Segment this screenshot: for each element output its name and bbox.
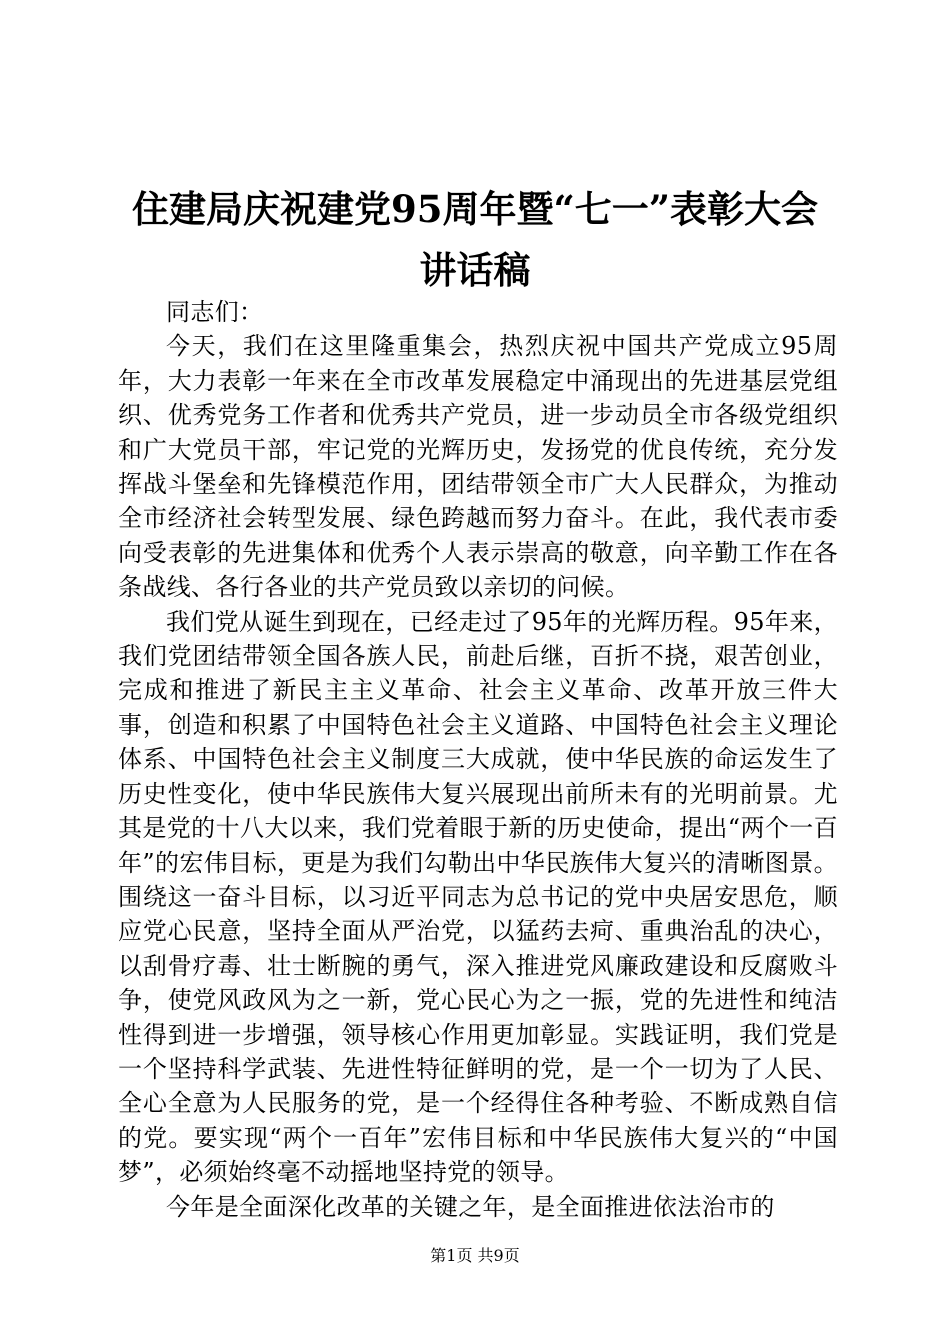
- page-number-footer: 第1页 共9页: [430, 1246, 520, 1265]
- body-paragraph: 今年是全面深化改革的关键之年，是全面推进依法治市的: [166, 1192, 775, 1221]
- body-paragraph: 今天，我们在这里隆重集会，热烈庆祝中国共产党成立95周年，大力表彰一年来在全市改革发展稳定中涌现出的先进基层党组织、优秀党务工作者和优秀共产党员，进一步动员全市各级党组织和广大党员干部，牢记党的光辉历史，发扬党的优良传统，充分发挥战斗堡垒和先锋模范作用，团结带领全市广大人民群众，为推动全市经济社会转型发展、绿色跨越而努力奋斗。在此，我代表市委向受表彰的先进集体和优秀个人表示崇高的敬意，向辛勤工作在各条战线、各行各业的共产党员致以亲切的问候。: [118, 332, 838, 602]
- salutation-paragraph: 同志们：: [166, 298, 264, 326]
- document-body: [118, 295, 838, 1224]
- body-paragraph: 我们党从诞生到现在，已经走过了95年的光辉历程。95年来，我们党团结带领全国各族人民，前赴后继，百折不挠，艰苦创业，完成和推进了新民主主义革命、社会主义革命、改革开放三件大事，创造和积累了中国特色社会主义道路、中国特色社会主义理论体系、中国特色社会主义制度三大成就，使中华民族的命运发生了历史性变化，使中华民族伟大复兴展现出前所未有的光明前景。尤其是党的十八大以来，我们党着眼于新的历史使命，提出“两个一百年”的宏伟目标，更是为我们勾勒出中华民族伟大复兴的清晰图景。围绕这一奋斗目标，以习近平同志为总书记的党中央居安思危，顺应党心民意，坚持全面从严治党，以猛药去疴、重典治乱的决心，以刮骨疗毒、壮士断腕的勇气，深入推进党风廉政建设和反腐败斗争，使党风政风为之一新，党心民心为之一振，党的先进性和纯洁性得到进一步增强，领导核心作用更加彰显。实践证明，我们党是一个坚持科学武装、先进性特征鲜明的党，是一个一切为了人民、全心全意为人民服务的党，是一个经得住各种考验、不断成熟自信的党。要实现“两个一百年”宏伟目标和中华民族伟大复兴的“中国梦”，必须始终毫不动摇地坚持党的领导。: [118, 607, 838, 1187]
- document-title-line-1: 住建局庆祝建党95周年暨“七一”表彰大会: [131, 187, 819, 231]
- document-title-line-2: 讲话稿: [419, 248, 531, 292]
